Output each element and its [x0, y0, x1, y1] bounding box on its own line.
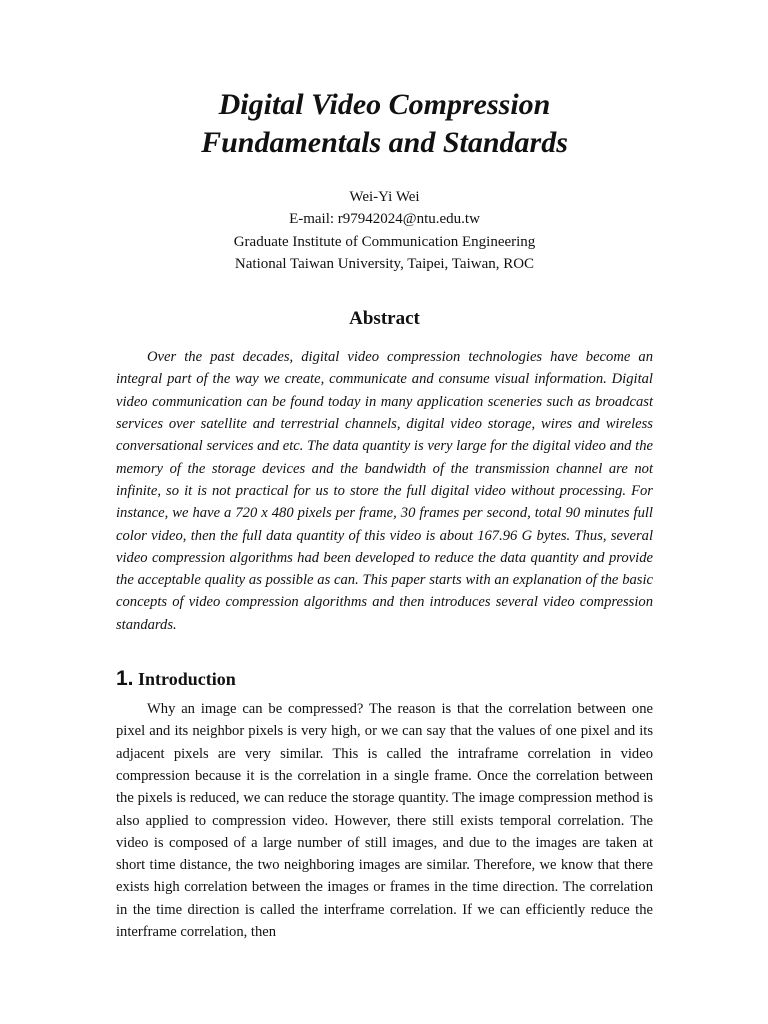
paper-title: [116, 86, 653, 162]
abstract-heading: Abstract: [349, 308, 420, 330]
author-email: E-mail: r97942024@ntu.edu.tw: [289, 211, 480, 228]
title-line-2: Fundamentals and Standards: [201, 126, 568, 159]
section-heading-introduction: [116, 667, 653, 691]
affiliation-line-2: National Taiwan University, Taipei, Taiwan, ROC: [234, 255, 535, 272]
author-block: [116, 186, 653, 275]
section-title: Introduction: [138, 669, 236, 690]
section-number: 1.: [116, 667, 134, 691]
introduction-paragraph: Why an image can be compressed? The reason is that the correlation between one pixel and its neighbor pixels is very high, or we can say that the values of one pixel and its adjacent pixels are very similar. This is called the intraframe correlation in video compression because it is the correlation in a single frame. Once the correlation between the pixels is reduced, we can reduce the storage quantity. The image compression method is also applied to compression video. However, there still exists temporal correlation. The video is composed of a large number of still images, and due to the images are taken at short time distance, the two neighboring images are similar. Therefore, we know that there exists high correlation between the images or frames in the time direction. The correlation in the time direction is called the interframe correlation. If we can efficiently reduce the interframe correlation, then: [116, 701, 653, 941]
affiliation-line-1: Graduate Institute of Communication Engineering: [233, 233, 536, 250]
author-name: Wei-Yi Wei: [349, 189, 420, 205]
abstract-paragraph: Over the past decades, digital video compression technologies have become an integral part of the way we create, communicate and consume visual information. Digital video communication can be found today in many application sceneries such as broadcast services over satellite and terrestrial channels, digital video storage, wires and wireless conversational services and etc. The data quantity is very large for the digital video and the memory of the storage devices and the bandwidth of the transmission channel are not infinite, so it is not practical for us to store the full digital video without processing. For instance, we have a 720 x 480 pixels per frame, 30 frames per second, total 90 minutes full color video, then the full data quantity of this video is about 167.96 G bytes. Thus, several video compression algorithms had been developed to reduce the data quantity and provide the acceptable quality as possible as can. This paper starts with an explanation of the basic concepts of video compression algorithms and then introduces several video compression standards.: [116, 349, 653, 633]
title-line-1: Digital Video Compression: [218, 88, 551, 121]
